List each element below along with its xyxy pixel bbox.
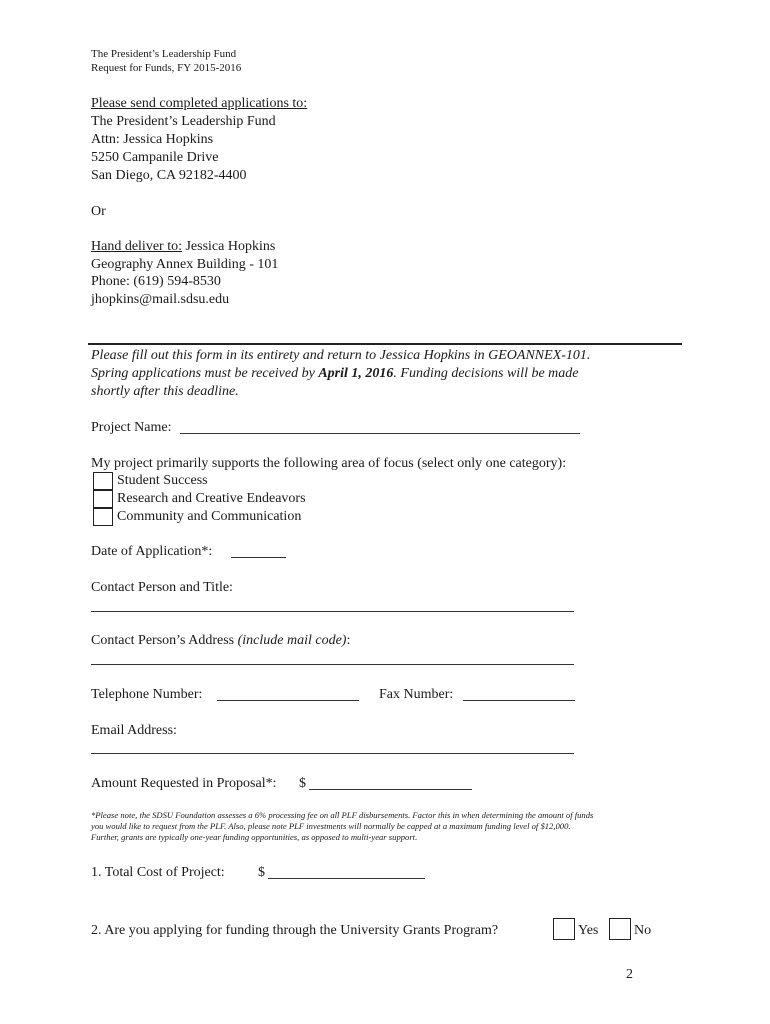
checkbox-student-success[interactable] xyxy=(93,472,113,490)
instructions-text: Spring applications must be received by xyxy=(91,366,319,381)
page-number: 2 xyxy=(626,967,633,982)
email-field[interactable] xyxy=(91,753,574,754)
checkbox-research[interactable] xyxy=(93,490,113,508)
amount-field[interactable] xyxy=(309,789,472,790)
checkbox-no[interactable] xyxy=(609,918,631,940)
contact-field[interactable] xyxy=(91,611,574,612)
project-name-field[interactable] xyxy=(180,433,580,434)
q1-label: 1. Total Cost of Project: xyxy=(91,865,225,880)
project-name-label: Project Name: xyxy=(91,420,172,435)
footnote-line: *Please note, the SDSU Foundation assesses a 6% processing fee on all PLF disbursements. Factor this in when determining the amount of funds xyxy=(91,810,594,820)
address-colon: : xyxy=(346,633,351,648)
date-label: Date of Application*: xyxy=(91,544,213,559)
instructions-line xyxy=(91,365,579,383)
amount-label: Amount Requested in Proposal*: xyxy=(91,776,277,791)
header-request-title: Request for Funds, FY 2015-2016 xyxy=(91,62,242,74)
q1-currency: $ xyxy=(258,865,265,880)
section-divider xyxy=(88,343,682,345)
footnote-line: you would like to request from the PLF. Also, please note PLF investments will normally be capped at a maximum funding level of $12,000. xyxy=(91,821,571,831)
date-field[interactable] xyxy=(231,557,286,558)
header-fund-name: The President’s Leadership Fund xyxy=(91,48,237,60)
mail-line: 5250 Campanile Drive xyxy=(91,150,219,165)
mail-line: Attn: Jessica Hopkins xyxy=(91,132,214,147)
mail-heading: Please send completed applications to: xyxy=(91,96,308,111)
phone-label: Telephone Number: xyxy=(91,687,203,702)
focus-option: Research and Creative Endeavors xyxy=(117,491,306,506)
amount-currency: $ xyxy=(299,776,306,791)
deliver-name: Jessica Hopkins xyxy=(181,239,276,254)
address-label xyxy=(91,632,350,650)
address-hint: (include mail code) xyxy=(237,633,347,648)
q2-label: 2. Are you applying for funding through the University Grants Program? xyxy=(91,923,499,938)
fax-label: Fax Number: xyxy=(379,687,454,702)
focus-label: My project primarily supports the following area of focus (select only one category): xyxy=(91,456,567,471)
footnote-line: Further, grants are typically one-year funding opportunities, as opposed to multi-year support. xyxy=(91,832,418,842)
email-label: Email Address: xyxy=(91,723,177,738)
checkbox-community[interactable] xyxy=(93,508,113,526)
yes-label: Yes xyxy=(578,923,599,938)
no-label: No xyxy=(634,923,652,938)
phone-field[interactable] xyxy=(217,700,359,701)
contact-label: Contact Person and Title: xyxy=(91,580,233,595)
instructions-text: . Funding decisions will be made xyxy=(393,366,579,381)
deliver-label: Hand deliver to: xyxy=(91,239,182,254)
focus-option: Community and Communication xyxy=(117,509,302,524)
instructions-line: Please fill out this form in its entirety and return to Jessica Hopkins in GEOANNEX-101. xyxy=(91,348,591,363)
checkbox-yes[interactable] xyxy=(553,918,575,940)
total-cost-field[interactable] xyxy=(268,878,425,879)
instructions-line: shortly after this deadline. xyxy=(91,384,239,399)
deliver-line xyxy=(91,238,275,256)
focus-option: Student Success xyxy=(117,473,208,488)
address-label-text: Contact Person’s Address xyxy=(91,633,238,648)
deliver-building: Geography Annex Building - 101 xyxy=(91,257,279,272)
mail-line: San Diego, CA 92182-4400 xyxy=(91,168,247,183)
deliver-phone: Phone: (619) 594-8530 xyxy=(91,274,221,289)
mail-line: The President’s Leadership Fund xyxy=(91,114,276,129)
fax-field[interactable] xyxy=(463,700,575,701)
address-field[interactable] xyxy=(91,664,574,665)
deadline-date: April 1, 2016 xyxy=(318,366,394,381)
or-text: Or xyxy=(91,204,106,219)
deliver-email: jhopkins@mail.sdsu.edu xyxy=(91,292,230,307)
